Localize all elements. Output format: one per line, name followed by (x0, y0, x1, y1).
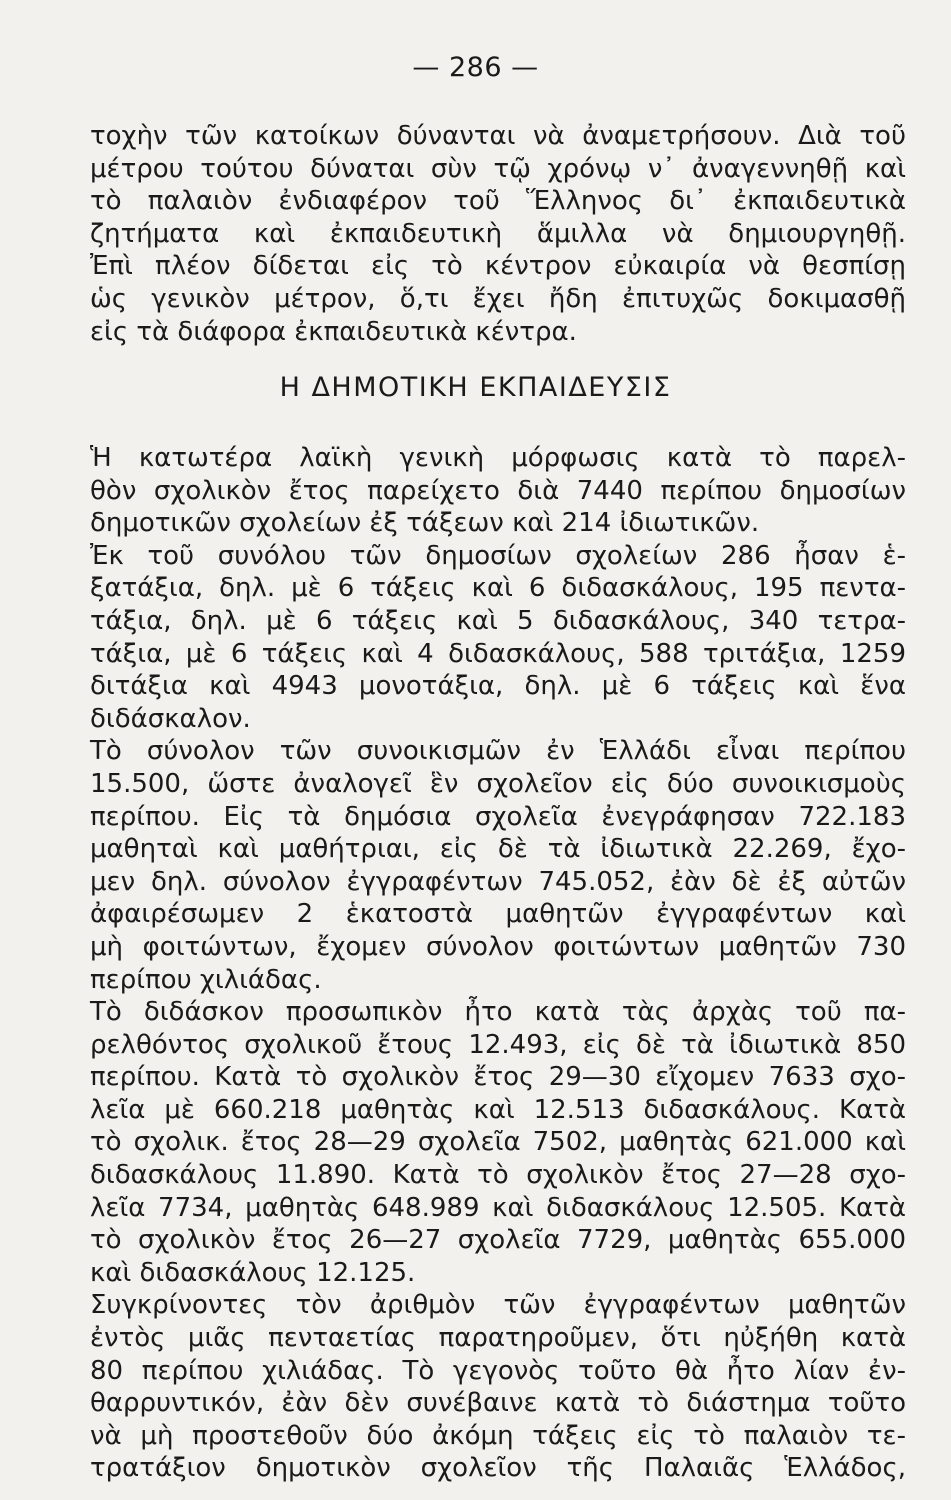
text-line: ρελθόντος σχολικοῦ ἔτους 12.493, εἰς δὲ τὰ ἰδιωτικὰ 850 (90, 1029, 906, 1060)
text-line: διδασκάλους 11.890. Κατὰ τὸ σχολικὸν ἔτος 27—28 σχο- (90, 1160, 906, 1191)
text-line: ξατάξια, δηλ. μὲ 6 τάξεις καὶ 6 διδασκάλους, 195 πεντα- (90, 573, 906, 604)
text-line: περίπου. Εἰς τὰ δημόσια σχολεῖα ἐνεγράφησαν 722.183 (90, 801, 906, 832)
text-line: εἰς τὰ διάφορα ἐκπαιδευτικὰ κέντρα. (90, 316, 577, 347)
page-number: — 286 — (412, 52, 539, 83)
text-line: θὸν σχολικὸν ἔτος παρείχετο διὰ 7440 περίπου δημοσίων (90, 475, 906, 506)
text-line: καὶ διδασκάλους 12.125. (90, 1257, 416, 1288)
text-line: νὰ μὴ προστεθοῦν δύο ἀκόμη τάξεις εἰς τὸ παλαιὸν τε- (90, 1420, 906, 1451)
text-line: τάξια, δηλ. μὲ 6 τάξεις καὶ 5 διδασκάλους, 340 τετρα- (90, 605, 906, 636)
text-line: μὴ φοιτώντων, ἔχομεν σύνολον φοιτώντων μαθητῶν 730 (90, 931, 906, 962)
text-line: 15.500, ὥστε ἀναλογεῖ ἓν σχολεῖον εἰς δύο συνοικισμοὺς (90, 768, 906, 799)
section-heading: Η ΔΗΜΟΤΙΚΗ ΕΚΠΑΙΔΕΥΣΙΣ (279, 372, 672, 403)
text-line: τὸ σχολικὸν ἔτος 26—27 σχολεῖα 7729, μαθητὰς 655.000 (90, 1225, 906, 1256)
text-line: τὸ παλαιὸν ἐνδιαφέρον τοῦ Ἕλληνος δι᾽ ἐκπαιδευτικὰ (90, 186, 906, 217)
text-line: ἐντὸς μιᾶς πενταετίας παρατηροῦμεν, ὅτι ηὐξήθη κατὰ (90, 1323, 906, 1354)
text-line: μεν δηλ. σύνολον ἐγγραφέντων 745.052, ἐὰν δὲ ἐξ αὐτῶν (90, 866, 906, 897)
text-line: τοχὴν τῶν κατοίκων δύνανται νὰ ἀναμετρήσουν. Διὰ τοῦ (90, 121, 906, 151)
text-line: ζητήματα καὶ ἐκπαιδευτικὴ ἅμιλλα νὰ δημιουργηθῇ. (90, 218, 906, 249)
text-line: Ἐκ τοῦ συνόλου τῶν δημοσίων σχολείων 286 ἦσαν ἑ- (90, 540, 906, 571)
text-line: θαρρυντικόν, ἐὰν δὲν συνέβαινε κατὰ τὸ διάστημα τοῦτο (90, 1388, 906, 1419)
text-line: ὡς γενικὸν μέτρον, ὅ,τι ἔχει ἤδη ἐπιτυχῶς δοκιμασθῇ (90, 283, 906, 314)
text-line: Τὸ διδάσκον προσωπικὸν ἦτο κατὰ τὰς ἀρχὰς τοῦ πα- (90, 997, 906, 1028)
text-line: τάξια, μὲ 6 τάξεις καὶ 4 διδασκάλους, 588 τριτάξια, 1259 (90, 638, 906, 669)
text-line: ἀφαιρέσωμεν 2 ἑκατοστὰ μαθητῶν ἐγγραφέντων καὶ (90, 899, 906, 930)
text-line: Συγκρίνοντες τὸν ἀριθμὸν τῶν ἐγγραφέντων μαθητῶν (90, 1290, 906, 1321)
text-line: περίπου. Κατὰ τὸ σχολικὸν ἔτος 29—30 εἴχομεν 7633 σχο- (90, 1062, 906, 1093)
text-line: Ἐπὶ πλέον δίδεται εἰς τὸ κέντρον εὐκαιρία νὰ θεσπίσῃ (90, 251, 906, 282)
text-line: μαθηταὶ καὶ μαθήτριαι, εἰς δὲ τὰ ἰδιωτικὰ 22.269, ἔχο- (90, 834, 906, 865)
text-line: τὸ σχολικ. ἔτος 28—29 σχολεῖα 7502, μαθητὰς 621.000 καὶ (90, 1127, 906, 1158)
text-line: λεῖα μὲ 660.218 μαθητὰς καὶ 12.513 διδασκάλους. Κατὰ (90, 1094, 906, 1125)
text-line: τρατάξιον δημοτικὸν σχολεῖον τῆς Παλαιᾶς Ἑλλάδος, (90, 1453, 906, 1484)
text-line: διδάσκαλον. (90, 703, 251, 734)
text-line: μέτρου τούτου δύναται σὺν τῷ χρόνῳ ν᾽ ἀναγεννηθῇ καὶ (90, 153, 906, 184)
text-line: Ἡ κατωτέρα λαϊκὴ γενικὴ μόρφωσις κατὰ τὸ παρελ- (90, 443, 906, 473)
text-line: Τὸ σύνολον τῶν συνοικισμῶν ἐν Ἑλλάδι εἶναι περίπου (90, 736, 906, 767)
text-line: περίπου χιλιάδας. (90, 964, 322, 995)
text-line: 80 περίπου χιλιάδας. Τὸ γεγονὸς τοῦτο θὰ ἦτο λίαν ἐν- (90, 1355, 906, 1386)
text-line: λεῖα 7734, μαθητὰς 648.989 καὶ διδασκάλους 12.505. Κατὰ (90, 1192, 906, 1223)
section-body (90, 442, 906, 1485)
intro-paragraph (90, 120, 906, 348)
text-line: διτάξια καὶ 4943 μονοτάξια, δηλ. μὲ 6 τάξεις καὶ ἕνα (90, 671, 906, 702)
text-line: δημοτικῶν σχολείων ἐξ τάξεων καὶ 214 ἰδιωτικῶν. (90, 508, 760, 539)
